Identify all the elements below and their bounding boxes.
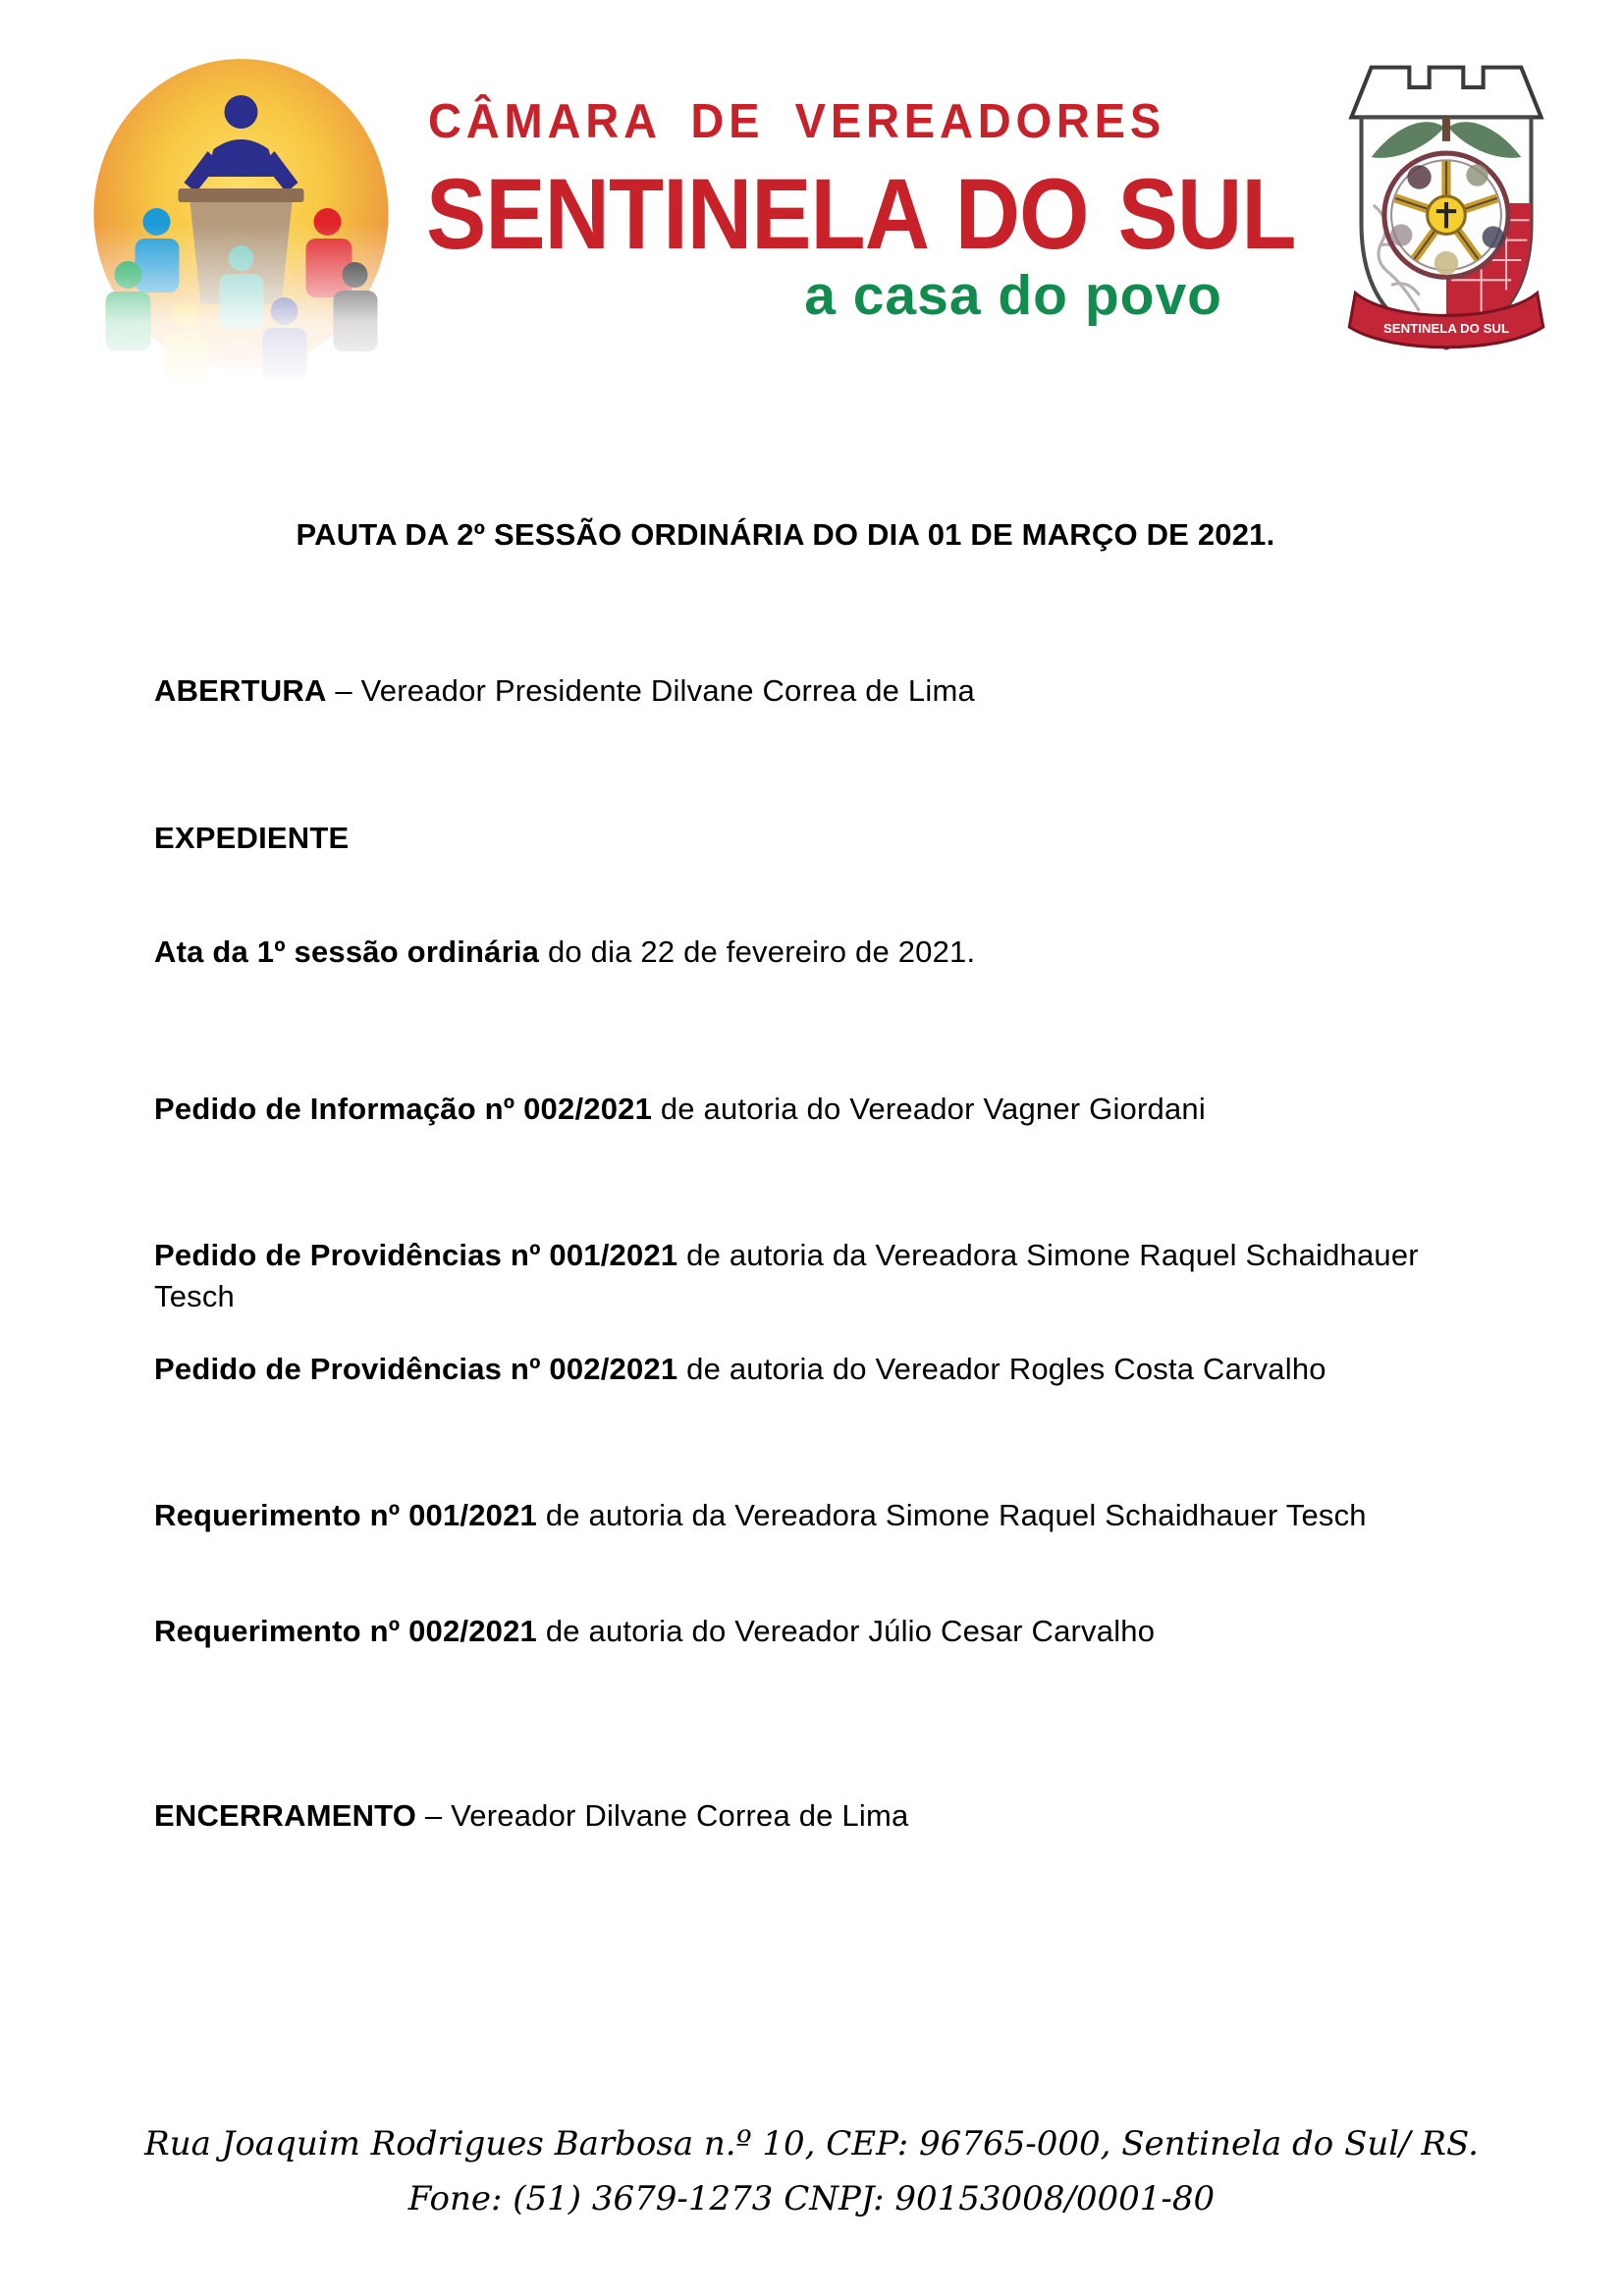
page-title: PAUTA DA 2º SESSÃO ORDINÁRIA DO DIA 01 DE MARÇO DE 2021.: [296, 517, 1275, 552]
pedido-providencias-002-label: Pedido de Providências nº 002/2021: [154, 1352, 678, 1386]
footer-address: Rua Joaquim Rodrigues Barbosa n.º 10, CEP: 96765-000, Sentinela do Sul/ RS.: [144, 2124, 1479, 2163]
pedido-informacao-002-text: de autoria do Vereador Vagner Giordani: [652, 1092, 1206, 1126]
municipal-coat-of-arms-icon: [1331, 55, 1561, 355]
abertura-text: – Vereador Presidente Dilvane Correa de Lima: [326, 673, 975, 708]
requerimento-002-text: de autoria do Vereador Júlio Cesar Carvalho: [537, 1614, 1156, 1648]
org-name-line2: SENTINELA DO SUL: [426, 158, 1296, 270]
abertura-label: ABERTURA: [154, 673, 327, 708]
paragraph-requerimento-001: [154, 1495, 1386, 1536]
requerimento-001-text: de autoria da Vereadora Simone Raquel Schaidhauer Tesch: [537, 1498, 1367, 1532]
ata-text: do dia 22 de fevereiro de 2021.: [539, 934, 976, 969]
crown-shape: [1351, 68, 1541, 118]
requerimento-002-label: Requerimento nº 002/2021: [154, 1614, 537, 1648]
pedido-informacao-002-label: Pedido de Informação nº 002/2021: [154, 1092, 653, 1126]
pedido-providencias-001-label: Pedido de Providências nº 001/2021: [154, 1238, 678, 1272]
paragraph-expediente: [154, 818, 1417, 859]
paragraph-pedido-informacao-002: [154, 1089, 1417, 1130]
paragraph-abertura: [154, 670, 1417, 712]
paragraph-ata: [154, 932, 1417, 973]
encerramento-label: ENCERRAMENTO: [154, 1798, 417, 1833]
requerimento-001-label: Requerimento nº 001/2021: [154, 1498, 537, 1532]
people-assembly-icon: [90, 57, 393, 387]
pedido-providencias-001-text: de autoria da Vereadora Simone Raquel Schaidhauer Tesch: [154, 1238, 1419, 1313]
footer-phone-cnpj: Fone: (51) 3679-1273 CNPJ: 90153008/0001-80: [407, 2179, 1216, 2218]
paragraph-pedido-providencias-002: [154, 1349, 1417, 1390]
paragraph-encerramento: [154, 1795, 1417, 1837]
encerramento-text: – Vereador Dilvane Correa de Lima: [416, 1798, 909, 1833]
paragraph-pedido-providencias-001: [154, 1235, 1431, 1317]
paragraph-requerimento-002: [154, 1611, 1417, 1652]
crest-banner-text: SENTINELA DO SUL: [1382, 321, 1510, 337]
org-name-line1: CÂMARA DE VEREADORES: [428, 95, 1166, 148]
ata-label: Ata da 1º sessão ordinária: [154, 934, 540, 969]
expediente-label: EXPEDIENTE: [154, 821, 350, 855]
org-tagline: a casa do povo: [804, 264, 1222, 327]
pedido-providencias-002-text: de autoria do Vereador Rogles Costa Carvalho: [677, 1352, 1326, 1386]
